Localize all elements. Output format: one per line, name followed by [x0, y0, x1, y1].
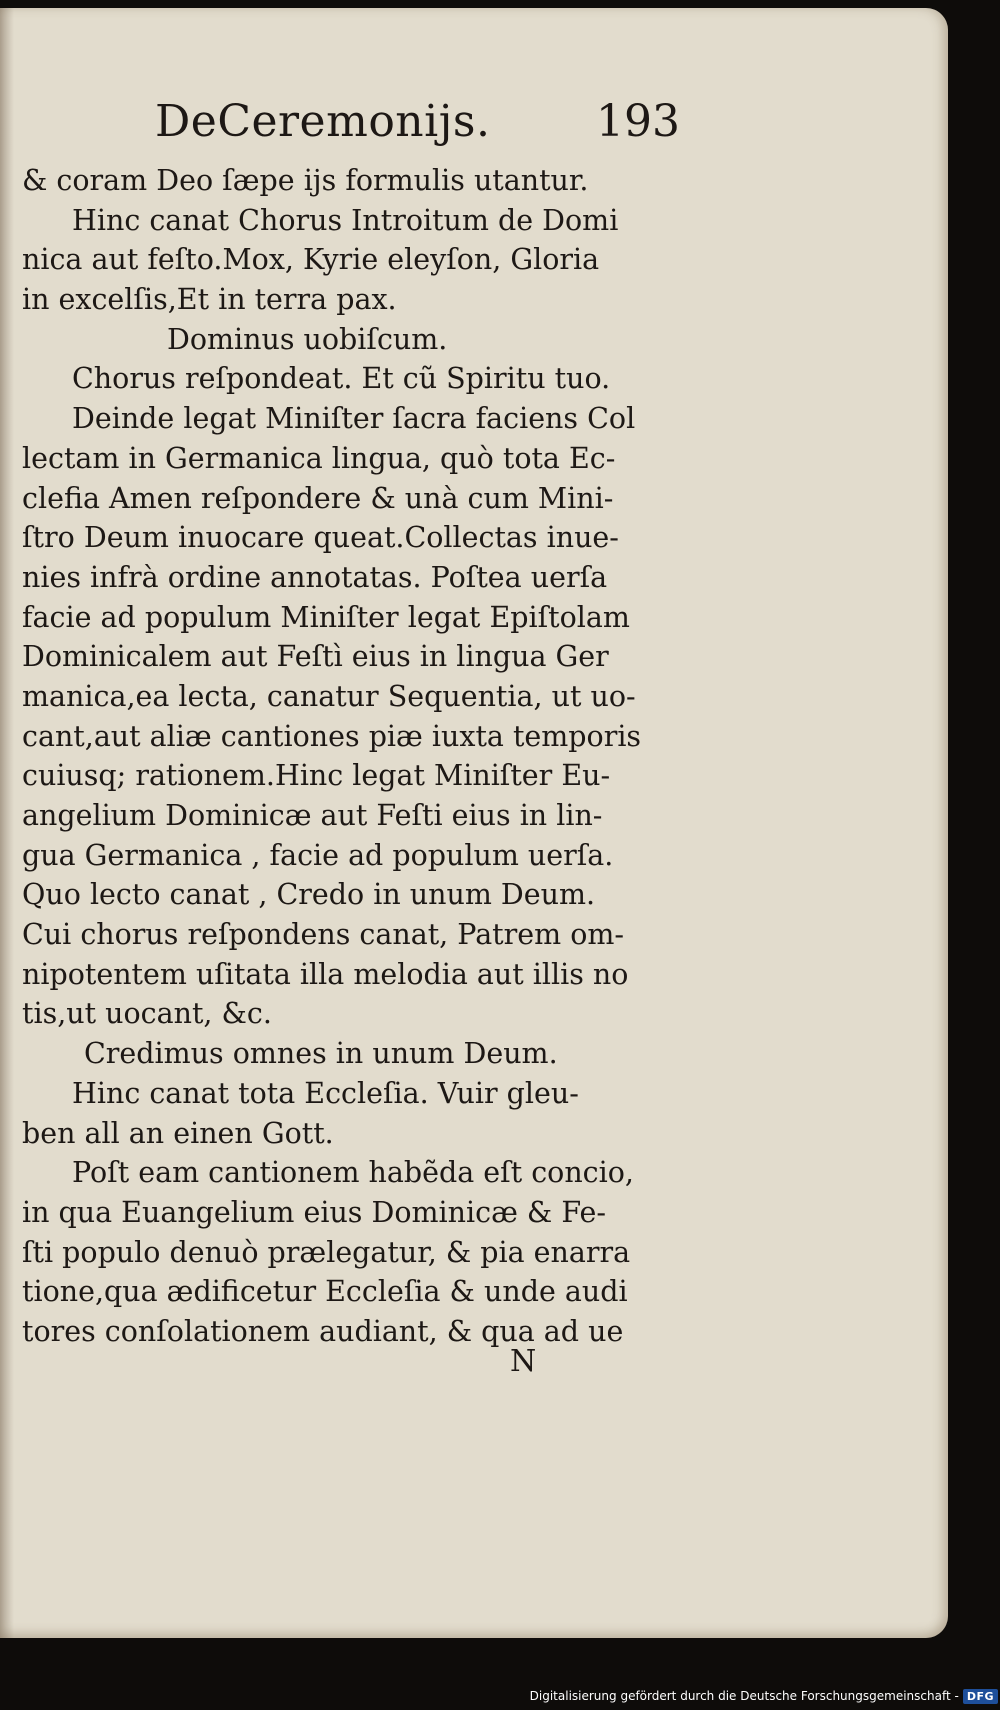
text-line: cant,aut aliæ cantiones piæ iuxta temporis: [22, 719, 642, 753]
text-line: manica,ea lecta, canatur Sequentia, ut uo-: [22, 679, 636, 713]
signature-mark: N: [510, 1344, 537, 1379]
text-line: gua Germanica , facie ad populum uerſa.: [22, 838, 614, 872]
text-line: nies infrà ordine annotatas. Poſtea uerſa: [22, 560, 608, 594]
text-line: Poſt eam cantionem habẽda eſt concio,: [72, 1156, 634, 1190]
text-line: in excelſis,Et in terra pax.: [22, 283, 397, 317]
text-line: cuiusq; rationem.Hinc legat Miniſter Eu-: [22, 759, 611, 793]
text-line: in qua Euangelium eius Dominicæ & Fe-: [22, 1195, 607, 1229]
body-text: [22, 161, 678, 1352]
page-header: [155, 96, 680, 156]
credit-text: Digitalisierung gefördert durch die Deutsche Forschungsgemeinschaft -: [529, 1689, 959, 1703]
book-page: [0, 8, 948, 1638]
text-line: ſtro Deum inuocare queat.Collectas inue-: [22, 521, 619, 555]
text-line: Dominicalem aut Feſtì eius in lingua Ger: [22, 640, 609, 674]
text-line: ſti populo denuò prælegatur, & pia enarra: [22, 1235, 631, 1269]
digitization-credit: [530, 1684, 998, 1708]
text-line: tione,qua ædificetur Eccleſia & unde audi: [22, 1275, 628, 1309]
text-line: Cui chorus reſpondens canat, Patrem om-: [22, 918, 625, 952]
text-line: Quo lecto canat , Credo in unum Deum.: [22, 878, 596, 912]
text-line: Hinc canat Chorus Introitum de Domi: [72, 203, 619, 237]
page-number: 193: [596, 96, 680, 147]
text-line: tis,ut uocant, &c.: [22, 997, 272, 1031]
text-line: Hinc canat tota Eccleſia. Vuir gleu-: [72, 1076, 579, 1110]
text-line: Credimus omnes in unum Deum.: [84, 1037, 558, 1071]
dfg-logo-icon: DFG: [963, 1689, 998, 1704]
text-line: Dominus uobiſcum.: [167, 322, 448, 356]
running-title: DeCeremonijs.: [155, 96, 491, 147]
text-line: nica aut feſto.Mox, Kyrie eleyſon, Gloria: [22, 243, 600, 277]
text-line: nipotentem uſitata illa melodia aut illis no: [22, 957, 629, 991]
text-line: Deinde legat Miniſter ſacra faciens Col: [72, 402, 636, 436]
text-line: lectam in Germanica lingua, quò tota Ec-: [22, 441, 616, 475]
text-line: clefia Amen reſpondere & unà cum Mini-: [22, 481, 614, 515]
text-line: facie ad populum Miniſter legat Epiſtolam: [22, 600, 630, 634]
text-line: tores conſolationem audiant, & qua ad ue: [22, 1314, 624, 1348]
text-line: & coram Deo ſæpe ijs formulis utantur.: [22, 164, 589, 197]
text-line: Chorus reſpondeat. Et cũ Spiritu tuo.: [72, 362, 611, 396]
text-line: angelium Dominicæ aut Feſti eius in lin-: [22, 799, 603, 832]
text-line: ben all an einen Gott.: [22, 1116, 334, 1150]
